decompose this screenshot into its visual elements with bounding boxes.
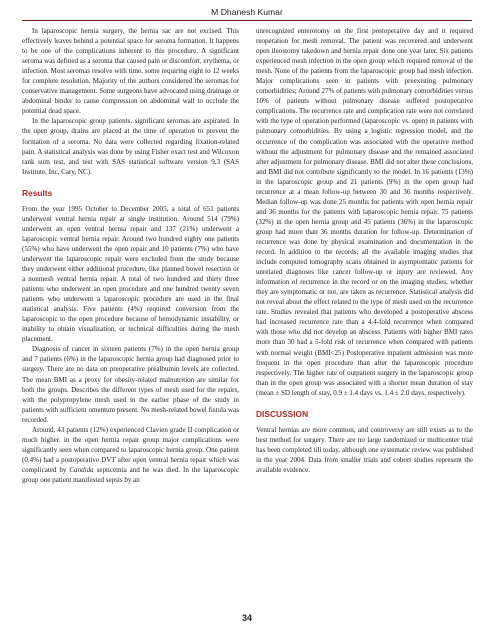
left-paragraph-5-text-a: Around, 43 patients (12%) experienced Clavien grade II complication or much higher. in the open hernia repair group major complications were significantly seen when compared to laparoscopic hernia group. One patient (0.4%) had a postoperative DVT after open ventral hernia repair which was complicated by bbox=[22, 425, 239, 474]
left-paragraph-5 bbox=[22, 425, 239, 485]
right-paragraph-1: unrecognized enterotomy on the first postoperative day and it required reoperation for mesh removal. The patient was recovered and underwent open ileostomy takedown and hernia repair done one year later. Six patients experienced mesh infection in the open group which required removal of the mesh. None of the patients from the laparoscopic group had mesh infection. Major complications seen in patients with preexisting pulmonary comorbidities; Around 27% of patients with pulmonary comorbidities versus 10% of patients without pulmonary disease suffered postoperative complications. The recurrence rate and complication rate were not correlated with the type of operation performed (laparoscopic vs. open) in patients with pulmonary comorbidities. By using a logistic regression model, and the occurrence of the complication was associated with the operative method without the adjustment for pulmonary disease and the remained associated after adjustment for pulmonary disease. BMI did not alter these conclusions, and BMI did not contribute significantly to the model. In 16 patients (13%) in the laparoscopic group and 21 patients (9%) in the open group had recurrence at a mean follow-up between 30 and 36 months respectively. Median follow-up was done 25 months for patients with open hernia repair and 36 months for the patients with laparoscopic hernia repair. 75 patients (32%) in the open hernia group and 45 patients (36%) in the laparoscopic group had more than 36 months duration for follow-up. Determination of recurrence was done by physical examination and documentation in the record. In addition to the records, all the available imaging studies that include computed tomography scans obtained in asymptomatic patients for unrelated diagnoses like cancer follow-up or injury are reviewed. Any information of recurrence in the record or on the imaging studies, whether they are symptomatic or not, are taken as recurrence. Statistical analysis did not reveal about the effect related to the type of mesh used on the recurrence rate. Studies revealed that patients who developed a postoperative abscess had increased recurrence rate than a 4.4-fold recurrence when compared with those who did not develop an abscess. Patients with higher BMI rates more than 30 had a 5-fold risk of recurrence when compared with patients with normal weight (BMI<25) Postoperative inpatient admission was more frequent in the open procedure than after the laparoscopic procedure respectively. The higher rate of outpatient surgery in the laparoscopic group than in the open group was associated with a shorter mean duration of stay (mean ± SD length of stay, 0.9 ± 1.4 days vs. 1.4 ± 2.0 days, respectively). bbox=[256, 27, 473, 397]
right-column bbox=[256, 26, 473, 475]
running-header-author: M Dhanesh Kumar bbox=[211, 7, 283, 17]
discussion-heading: DISCUSSION bbox=[256, 408, 309, 419]
header-rule bbox=[22, 20, 472, 21]
candida-italic-term: Candida bbox=[69, 465, 94, 474]
results-heading: Results bbox=[22, 187, 53, 198]
left-paragraph-4: Diagnosis of cancer in sixteen patients (7%) in the open hernia group and 7 patients (6%) in the laparoscopic hernia group had diagnosed prior to surgery. There are no data on preoperative prealbumin levels are collected. The mean BMI as a proxy for obesity-related malnutrition are similar for both the groups. Describes the different types of mesh used for the repairs, with the polypropylene mesh used in the earlier phase of the study in patients with sufficient omentum present. No mesh-related bowel fistula was recorded. bbox=[22, 345, 239, 424]
left-paragraph-2: In the laparoscopic group patients, significant seromas are aspirated. In the open group, drains are placed at the time of operation to prevent the formation of a seroma. No data were collected regarding fixation-related pain. A statistical analysis was done by using Fisher exact test and Wilcoxon rank sum test, and test with SAS statistical software version 9.3 (SAS Institute, Inc, Cary, NC). bbox=[22, 117, 239, 176]
left-paragraph-3: From the year 1995 October to December 2005, a total of 651 patients underwent ventral hernia repair at single institution. Around 514 (79%) underwent an open ventral hernia repair and 137 (21%) underwent a laparoscopic ventral hernia repair. Around two hundred eighty one patients (55%) who have underwent the open repair and 10 patients (7%) who have underwent the laparoscopic repair were excluded from the study because they underwent either additional procedure, like planned bowel resection or a nonmesh ventral hernia repair. A total of two hundred and thirty three patients who underwent an open procedure and one hundred twenty seven patients who underwent a laparoscopic procedure are used in the final statistical analysis. Five patients (4%) required conversion from the laparoscopic to the open procedure because of hemodynamic instability, or inability to obtain visualization, or technical difficulties during the mesh placement. bbox=[22, 204, 239, 344]
left-paragraph-5-text-b: septicemia and he was died. In the laparoscopic group one patient manifested sepsis by an bbox=[22, 465, 239, 484]
right-paragraph-2: Ventral hernias are more common, and controversy are still exists as to the best method for surgery. There are no large randomized or multicenter trial has been completed till today, although one systematic review was published in the year 2004. Data from smaller trials and cohort studies represent the available evidence. bbox=[256, 425, 473, 474]
left-paragraph-1: In laparoscopic hernia surgery, the hernia sac are not excised. This effectively leaves behind a potential space for seroma formation. It happens to be one of the complications inherent to this procedure. A significant seroma was defined as a seroma that caused pain or discomfort, erythema, or infection. Most seromas resolve with time, some requiring eight to 12 weeks for complete resolution. Majority of the authors considered the seromas for conservative management. Some surgeons have advocated using drainage or abdominal binder to cause compression on abdominal wall to occlude the potential dead space. bbox=[22, 27, 239, 116]
page-number: 34 bbox=[241, 613, 252, 623]
left-column bbox=[22, 26, 239, 485]
